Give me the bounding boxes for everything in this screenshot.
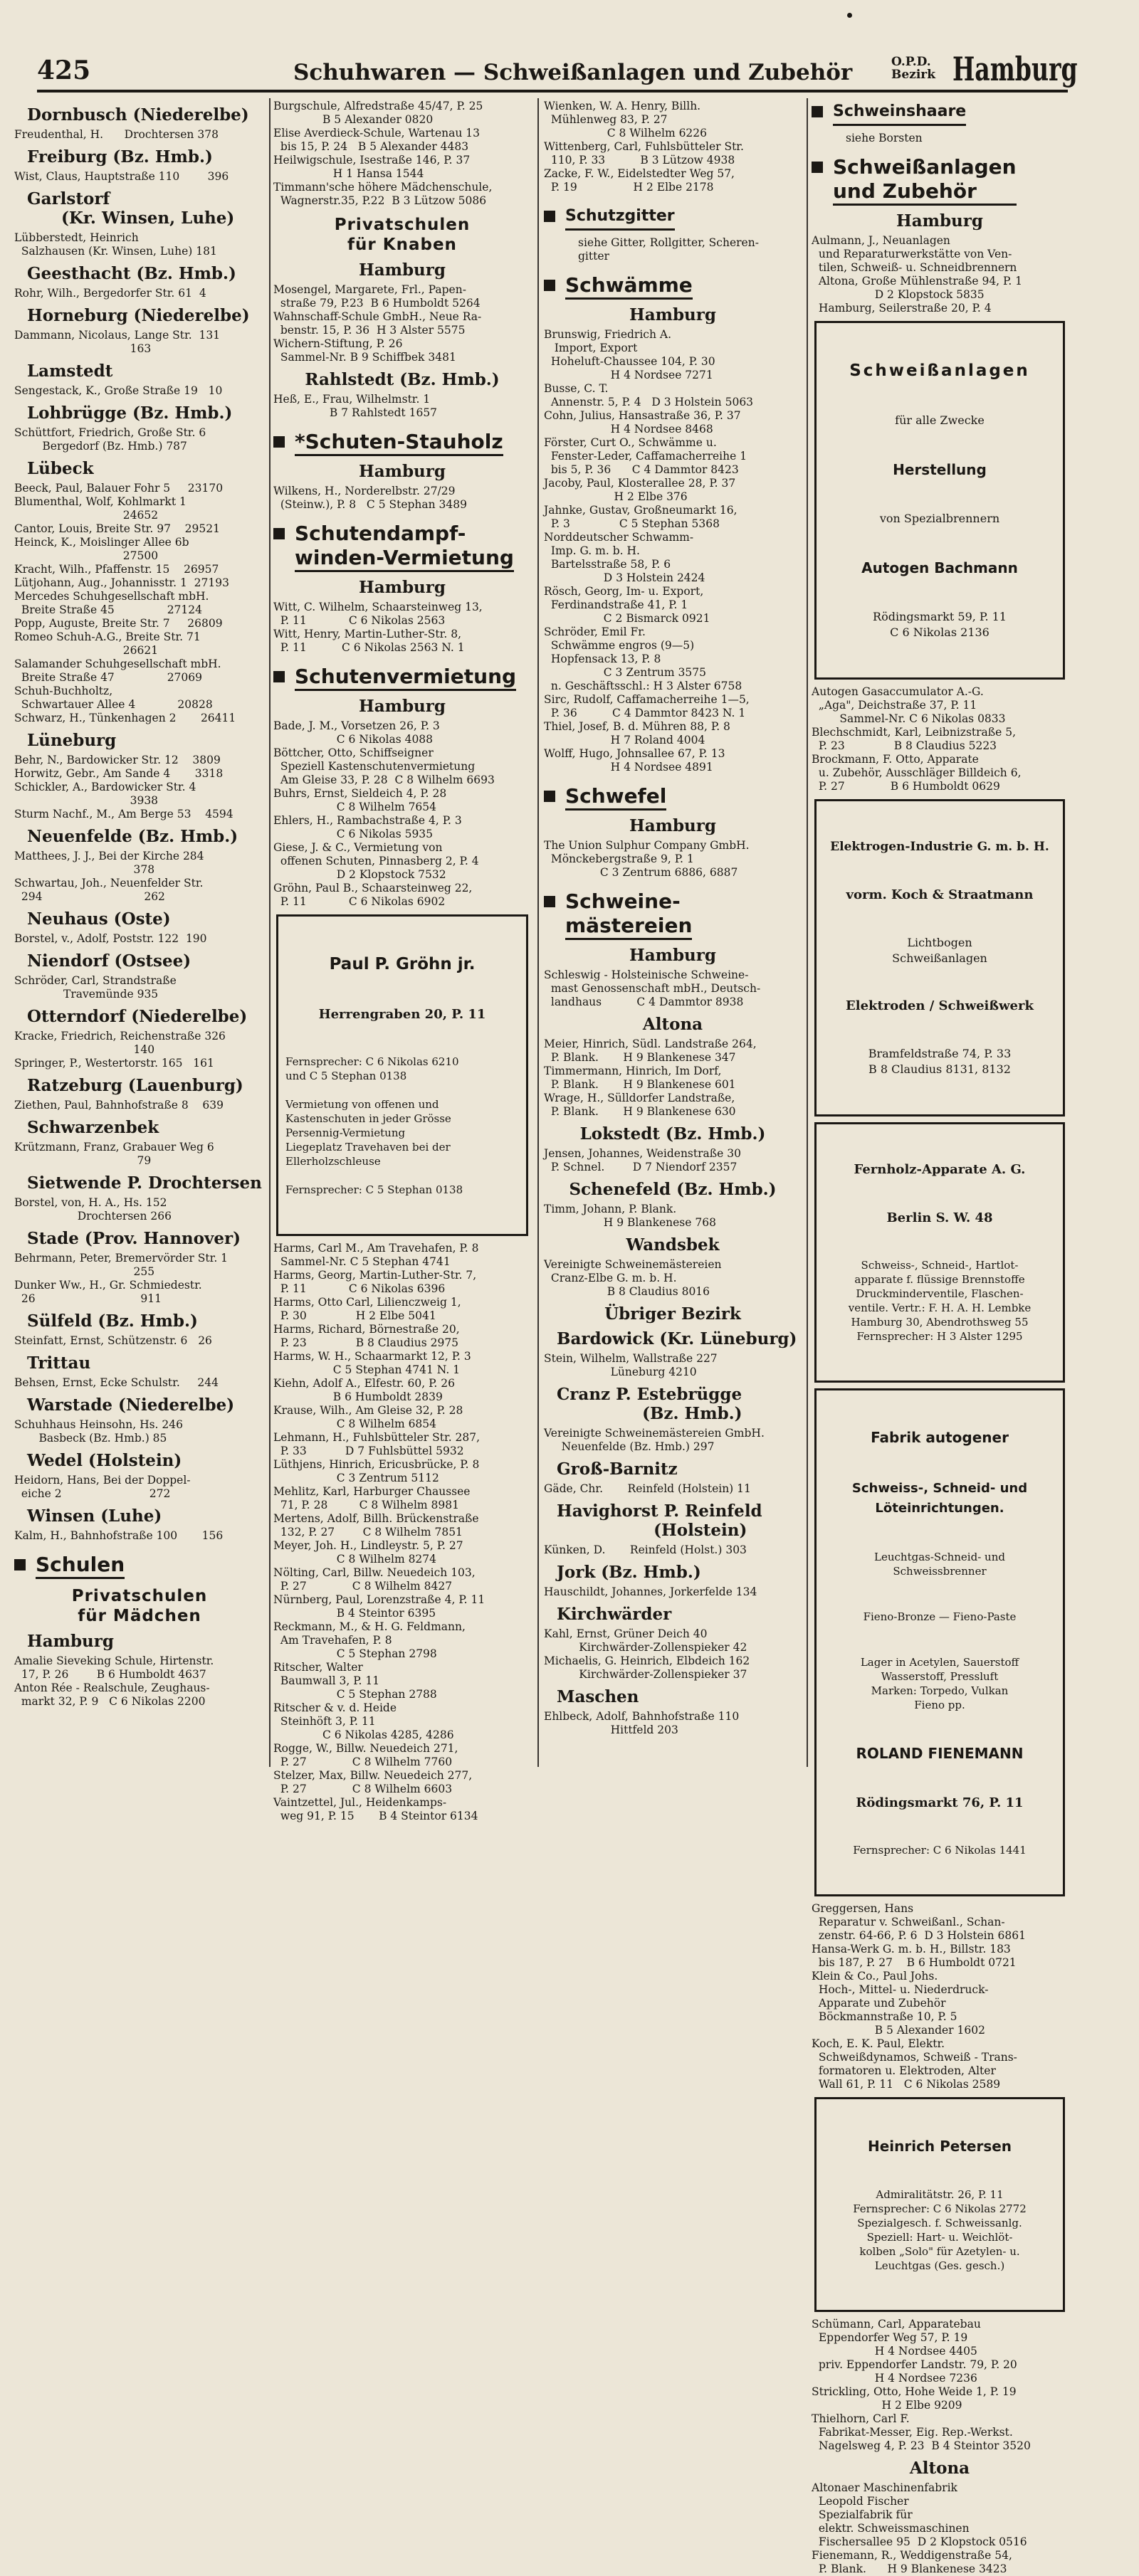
ad-line: vorm. Koch & Straatmann (846, 887, 1034, 902)
directory-entry: Dammann, Nicolaus, Lange Str. 131 163 (14, 329, 221, 355)
place-heading: Hamburg (27, 1632, 114, 1651)
header-city: Hamburg (952, 50, 1078, 88)
directory-entry: Borstel, v., Adolf, Poststr. 122 190 (14, 932, 207, 945)
ad-title: Heinrich Petersen (867, 2138, 1012, 2155)
section-heading-text: Schwefel (565, 784, 666, 811)
place-heading: Bardowick (Kr. Lüneburg) (557, 1329, 797, 1348)
directory-entry: Kahl, Ernst, Grüner Deich 40 Kirchwärder-Zollenspieker 42 Michaelis, G. Heinrich, Elbdeich 162 Kirchwärder-Zollenspieker 37 (544, 1627, 750, 1681)
directory-entry: Kracke, Friedrich, Reichenstraße 326 140 Springer, P., Westertorstr. 165 161 (14, 1030, 226, 1070)
ad-line: von Spezialbrennern (879, 512, 1000, 525)
ad-line: Fieno-Bronze — Fieno-Paste (863, 1610, 1017, 1623)
ad-line: Leuchtgas-Schneid- und Schweissbrenner (874, 1551, 1005, 1578)
section-heading (273, 430, 531, 456)
listing-block (544, 100, 802, 194)
place-heading: Warstade (Niederelbe) (27, 1395, 235, 1415)
see-reference: siehe Gitter, Rollgitter, Scheren- gitter (578, 236, 759, 263)
column-divider (807, 98, 808, 1767)
column-divider (537, 98, 539, 1767)
place-heading: Hamburg (629, 305, 716, 324)
place-heading: Freiburg (Bz. Hmb.) (27, 147, 213, 167)
place-heading: Lohbrügge (Bz. Hmb.) (27, 403, 233, 423)
directory-entry: Amalie Sieveking Schule, Hirtenstr. 17, P. 26 B 6 Humboldt 4637 Anton Rée - Realschule, Zeughaus- markt 32, P. 9 C 6 Nikolas 2200 (14, 1654, 214, 1708)
place-heading: Hamburg (359, 462, 446, 481)
page-title: Schuhwaren — Schweißanlagen und Zubehör (293, 60, 853, 85)
see-reference: siehe Borsten (846, 132, 923, 144)
place-heading: Hamburg (359, 697, 446, 716)
advertisement-box (276, 914, 528, 1236)
advertisement-box (814, 2097, 1065, 2312)
place-heading: Sülfeld (Bz. Hmb.) (27, 1311, 198, 1331)
place-heading: Havighorst P. Reinfeld (Holstein) (557, 1501, 762, 1540)
directory-entry: Greggersen, Hans Reparatur v. Schweißanl., Schan- zenstr. 64-66, P. 6 D 3 Holstein 6861 Hansa-Werk G. m. b. H., Billstr. 183 bis 187, P. 27 B 6 Humboldt 0721 Klein & Co., Paul Johs. Hoch-, Mittel- u. Niederdruck- Apparate und Zubehör Böckmannstraße 10, P. 5 B 5 Alexander 1602 Koch, E. K. Paul, Elektr. Schweißdynamos, Schweiß - Trans- formatoren u. Elektroden, Alter Wall 61, P. 11 C 6 Nikolas 2589 (812, 1902, 1026, 2091)
listing-block (812, 211, 1068, 315)
section-heading-text: Schwämme (565, 273, 693, 300)
subsection-heading: Privatschulen für Knaben (334, 216, 471, 254)
place-heading: Lüneburg (27, 731, 117, 750)
place-heading: Maschen (557, 1687, 639, 1706)
ad-title: Elektrogen-Industrie G. m. b. H. (830, 840, 1049, 854)
directory-entry: Freudenthal, H. Drochtersen 378 (14, 128, 219, 141)
directory-entry: Wist, Claus, Hauptstraße 110 396 (14, 170, 229, 183)
section-square-icon (544, 280, 555, 291)
listing-block (273, 578, 531, 655)
ad-body: Lager in Acetylen, Sauerstoff Wasserstoff, Pressluft Marken: Torpedo, Vulkan Fieno pp. (860, 1656, 1019, 1711)
directory-entry: Aulmann, J., Neuanlagen und Reparaturwerkstätte von Ven- tilen, Schweiß- u. Schneidbrennern Altona, Große Mühlenstraße 94, P. 1 D 2 Klopstock 5835 Hamburg, Seilerstraße 20, P. 4 (812, 234, 1023, 315)
section-heading (273, 522, 531, 572)
section-square-icon (273, 528, 285, 539)
section-square-icon (273, 436, 285, 448)
directory-entry: Krützmann, Franz, Grabauer Weg 6 79 (14, 1141, 214, 1167)
listing-block (14, 105, 265, 1543)
listing-block (544, 305, 802, 774)
section-heading-text: Schweinshaare (833, 100, 966, 126)
section-heading (273, 665, 531, 691)
ad-title: Fabrik autogener (871, 1429, 1009, 1446)
listing-block (544, 946, 802, 1737)
section-square-icon (273, 671, 285, 682)
column-divider (269, 98, 271, 1767)
place-heading: Geesthacht (Bz. Hmb.) (27, 264, 236, 283)
section-square-icon (812, 106, 823, 117)
place-heading: Neuhaus (Oste) (27, 909, 171, 929)
bezirk-label: O.P.D. Bezirk (891, 55, 936, 82)
ad-company: ROLAND FIENEMANN (856, 1745, 1024, 1762)
directory-entry: The Union Sulphur Company GmbH. Mönckebergstraße 9, P. 1 C 3 Zentrum 6886, 6887 (544, 839, 750, 879)
place-heading: Cranz P. Estebrügge (Bz. Hmb.) (557, 1385, 742, 1423)
directory-entry: Schüttfort, Friedrich, Große Str. 6 Bergedorf (Bz. Hmb.) 787 (14, 426, 206, 453)
place-heading: Winsen (Luhe) (27, 1506, 162, 1526)
directory-entry: Kalm, H., Bahnhofstraße 100 156 (14, 1529, 224, 1542)
place-heading: Groß-Barnitz (557, 1459, 678, 1479)
place-heading: Garlstorf (Kr. Winsen, Luhe) (27, 189, 235, 228)
section-heading (544, 784, 802, 811)
section-heading-text: Schutendampf- winden-Vermietung (295, 522, 514, 572)
directory-entry: Bade, J. M., Vorsetzen 26, P. 3 C 6 Nikolas 4088 Böttcher, Otto, Schiffseigner Speziell Kastenschutenvermietung Am Gleise 33, P. 28 C 8 Wilhelm 6693 Buhrs, Ernst, Sieldeich 4, P. 28 C 8 Wilhelm 7654 Ehlers, H., Rambachstraße 4, P. 3 C 6 Nikolas 5935 Giese, J. & C., Vermietung von offenen Schuten, Pinnasberg 2, P. 4 D 2 Klopstock 7532 Gröhn, Paul B., Schaarsteinweg 22, P. 11 C 6 Nikolas 6902 (273, 719, 495, 908)
advertisement-box (814, 1122, 1065, 1383)
directory-entry: Heidorn, Hans, Bei der Doppel- eiche 2 272 (14, 1474, 191, 1500)
directory-entry: Künken, D. Reinfeld (Holst.) 303 (544, 1543, 747, 1556)
directory-entry: Timm, Johann, P. Blank. H 9 Blankenese 768 (544, 1203, 716, 1229)
directory-entry: Gäde, Chr. Reinfeld (Holstein) 11 (544, 1482, 751, 1495)
place-heading: Neuenfelde (Bz. Hmb.) (27, 827, 238, 846)
section-heading (812, 100, 1068, 126)
listing-block (273, 100, 531, 208)
column-1 (14, 100, 265, 1768)
ad-phone: Fernsprecher: C 6 Nikolas 1441 (853, 1844, 1027, 1857)
directory-entry: Schuhhaus Heinsohn, Hs. 246 Basbeck (Bz. Hmb.) 85 (14, 1418, 183, 1445)
directory-entry: Steinfatt, Ernst, Schützenstr. 6 26 (14, 1334, 212, 1347)
place-heading: Jork (Bz. Hmb.) (557, 1563, 701, 1582)
listing-block (273, 697, 531, 909)
place-heading: Hamburg (629, 946, 716, 965)
place-heading: Wedel (Holstein) (27, 1451, 182, 1470)
place-heading: Hamburg (359, 578, 446, 597)
directory-entry: Mosengel, Margarete, Frl., Papen- straße 79, P.23 B 6 Humboldt 5264 Wahnschaff-Schule GmbH., Neue Ra- benstr. 15, P. 36 H 3 Alster 5575 Wichern-Stiftung, P. 26 Sammel-Nr. B 9 Schiffbek 3481 (273, 283, 482, 364)
directory-entry: Wilkens, H., Norderelbstr. 27/29 (Steinw.), P. 8 C 5 Stephan 3489 (273, 485, 468, 511)
section-heading-text: *Schuten-Stauholz (295, 430, 503, 456)
directory-entry: Ehlbeck, Adolf, Bahnhofstraße 110 Hittfeld 203 (544, 1710, 740, 1736)
directory-entry: Jensen, Johannes, Weidenstraße 30 P. Schnel. D 7 Niendorf 2357 (544, 1147, 741, 1173)
section-heading (544, 204, 802, 231)
ad-body: Schweiss-, Schneid-, Hartlot- apparate f. flüssige Brennstoffe Druckminderventile, Flaschen- ventile. Vertr.: F. H. A. H. Lembke Hamburg 30, Abendrothsweg 55 Fernsprecher: H 3 Alster 1295 (848, 1259, 1032, 1343)
directory-entry: Schümann, Carl, Apparatebau Eppendorfer Weg 57, P. 19 H 4 Nordsee 4405 priv. Eppendorfer Landstr. 79, P. 20 H 4 Nordsee 7236 Strickling, Otto, Hohe Weide 1, P. 19 H 2 Elbe 9209 Thielhorn, Carl F. Fabrikat-Messer, Eig. Rep.-Werkst. Nagelsweg 4, P. 23 B 4 Steintor 3520 (812, 2318, 1031, 2452)
place-heading: Schenefeld (Bz. Hmb.) (569, 1180, 777, 1199)
place-heading: Horneburg (Niederelbe) (27, 306, 250, 325)
place-heading: Ratzeburg (Lauenburg) (27, 1076, 243, 1095)
section-heading-text: Schweine- mästereien (565, 890, 692, 940)
place-heading: Rahlstedt (Bz. Hmb.) (305, 370, 500, 389)
place-heading: Altona (909, 2459, 970, 2478)
ad-line: Schweiss-, Schneid- und Löteinrichtungen. (851, 1481, 1028, 1516)
directory-entry: Vereinigte Schweinemästereien GmbH. Neuenfelde (Bz. Hmb.) 297 (544, 1427, 765, 1453)
directory-entry: Autogen Gasaccumulator A.-G. „Aga", Deichstraße 37, P. 11 Sammel-Nr. C 6 Nikolas 0833 Blechschmidt, Karl, Leibnizstraße 5, P. 23 B 8 Claudius 5223 Brockmann, F. Otto, Apparate u. Zubehör, Ausschläger Billdeich 6, P. 27 B 6 Humboldt 0629 (812, 685, 1022, 793)
ad-title: Paul P. Gröhn jr. (329, 955, 476, 973)
ad-line: Herstellung (893, 461, 987, 478)
listing-block (812, 2318, 1068, 2576)
directory-entry: Behsen, Ernst, Ecke Schulstr. 244 (14, 1376, 219, 1389)
ad-body: Fernsprecher: C 6 Nikolas 6210 und C 5 Stephan 0138 Vermietung von offenen und Kastenschuten in jeder Grösse Persennig-Vermietung Liegeplatz Travehaven bei der Ellerholzschleuse Fernsprecher: C 5 Stephan 0138 (285, 1055, 463, 1196)
ad-line: Berlin S. W. 48 (886, 1210, 993, 1225)
ad-address: Rödingsmarkt 76, P. 11 (856, 1795, 1024, 1810)
directory-entry: Wienken, W. A. Henry, Billh. Mühlenweg 83, P. 27 C 8 Wilhelm 6226 Wittenberg, Carl, Fuhlsbütteler Str. 110, P. 33 B 3 Lützow 4938 Zacke, F. W., Eidelstedter Weg 57, P. 19 H 2 Elbe 2178 (544, 100, 744, 194)
directory-entry: Altonaer Maschinenfabrik Leopold Fischer Spezialfabrik für elektr. Schweissmaschinen Fischersallee 95 D 2 Klopstock 0516 Fienemann, R., Weddigenstraße 54, P. Blank. H 9 Blankenese 3423 (812, 2481, 1027, 2575)
section-square-icon (14, 1559, 26, 1571)
section-square-icon (544, 791, 555, 802)
directory-entry: Meier, Hinrich, Südl. Landstraße 264, P. Blank. H 9 Blankenese 347 Timmermann, Hinrich, Im Dorf, P. Blank. H 9 Blankenese 601 Wrage, H., Sülldorfer Landstraße, P. Blank. H 9 Blankenese 630 (544, 1038, 757, 1118)
directory-entry: Vereinigte Schweinemästereien Cranz-Elbe G. m. b. H. B 8 Claudius 8016 (544, 1258, 722, 1298)
section-square-icon (544, 896, 555, 907)
directory-entry: Schröder, Carl, Strandstraße Travemünde 935 (14, 974, 177, 1001)
section-heading (14, 1553, 265, 1579)
ad-address: Bramfeldstraße 74, P. 33 B 8 Claudius 8131, 8132 (868, 1047, 1012, 1076)
ad-line: Elektroden / Schweißwerk (846, 998, 1034, 1013)
ad-address: Rödingsmarkt 59, P. 11 C 6 Nikolas 2136 (873, 610, 1007, 639)
directory-entry: Lübberstedt, Heinrich Salzhausen (Kr. Winsen, Luhe) 181 (14, 231, 217, 258)
place-heading: Kirchwärder (557, 1605, 672, 1624)
place-heading: Wandsbek (626, 1235, 720, 1255)
directory-entry: Ziethen, Paul, Bahnhofstraße 8 639 (14, 1099, 224, 1112)
ad-body: Admiralitätstr. 26, P. 11 Fernsprecher: C 6 Nikolas 2772 Spezialgesch. f. Schweissanlg. Speziell: Hart- u. Weichlöt- kolben „Solo" für Azetylen- u. Leuchtgas (Ges. gesch.) (853, 2188, 1027, 2272)
place-heading: Altona (642, 1015, 703, 1034)
column-2 (273, 100, 531, 1822)
section-heading (544, 273, 802, 300)
subsection-heading: Privatschulen für Mädchen (71, 1587, 208, 1625)
section-square-icon (544, 211, 555, 222)
page-number: 425 (37, 56, 91, 85)
directory-entry: Stein, Wilhelm, Wallstraße 227 Lüneburg 4210 (544, 1352, 718, 1378)
directory-entry: Behr, N., Bardowicker Str. 12 3809 Horwitz, Gebr., Am Sande 4 3318 Schickler, A., Bardowicker Str. 4 3938 Sturm Nachf., M., Am Berge 53 4594 (14, 754, 233, 820)
section-heading-text: Schutenvermietung (295, 665, 516, 691)
place-heading: Niendorf (Ostsee) (27, 951, 191, 971)
advertisement-box (814, 799, 1065, 1117)
listing-block (544, 816, 802, 880)
place-heading: Trittau (27, 1353, 91, 1373)
column-3 (544, 100, 802, 1768)
place-heading: Stade (Prov. Hannover) (27, 1229, 241, 1248)
place-heading: Übriger Bezirk (604, 1304, 741, 1324)
place-heading: Dornbusch (Niederelbe) (27, 105, 249, 125)
ad-company: Autogen Bachmann (861, 559, 1018, 576)
place-heading: Lamstedt (27, 361, 113, 381)
listing-block (273, 260, 531, 420)
listing-block (14, 1632, 265, 1709)
advertisement-box (814, 1388, 1065, 1896)
place-heading: Otterndorf (Niederelbe) (27, 1007, 248, 1026)
ink-dot (847, 13, 852, 18)
place-heading: Sietwende P. Drochtersen (27, 1173, 262, 1193)
section-heading-text: Schutzgitter (565, 204, 675, 231)
place-heading: Schwarzenbek (27, 1118, 159, 1137)
place-heading: Hamburg (896, 211, 983, 231)
section-square-icon (812, 162, 823, 173)
directory-entry: Schleswig - Holsteinische Schweine- mast Genossenschaft mbH., Deutsch- landhaus C 4 Dammtor 8938 (544, 968, 761, 1008)
directory-entry: Beeck, Paul, Balauer Fohr 5 23170 Blumenthal, Wolf, Kohlmarkt 1 24652 Cantor, Louis, Breite Str. 97 29521 Heinck, K., Moislinger Allee 6b 27500 Kracht, Wilh., Pfaffenstr. 15 26957 Lütjohann, Aug., Johannisstr. 1 27193 Mercedes Schuhgesellschaft mbH. Breite Straße 45 27124 Popp, Auguste, Breite Str. 7 26809 Romeo Schuh-A.G., Breite Str. 71 26621 Salamander Schuhgesellschaft mbH. Breite Straße 47 27069 Schuh-Buchholtz, Schwartauer Allee 4 20828 Schwarz, H., Tünkenhagen 2 26411 (14, 482, 236, 724)
ad-title: Schweißanlagen (849, 361, 1030, 380)
ad-line: für alle Zwecke (895, 413, 985, 427)
ad-address: Herrengraben 20, P. 11 (318, 1007, 486, 1022)
page-header (37, 50, 1078, 95)
directory-entry: Hauschildt, Johannes, Jorkerfelde 134 (544, 1585, 757, 1598)
directory-entry: Harms, Carl M., Am Travehafen, P. 8 Sammel-Nr. C 5 Stephan 4741 Harms, Georg, Martin-Luther-Str. 7, P. 11 C 6 Nikolas 6396 Harms, Otto Carl, Lilienczweig 1, P. 30 H 2 Elbe 5041 Harms, Richard, Börnestraße 20, P. 23 B 8 Claudius 2975 Harms, W. H., Schaarmarkt 12, P. 3 C 5 Stephan 4741 N. 1 Kiehn, Adolf A., Elfestr. 60, P. 26 B 6 Humboldt 2839 Krause, Wilh., Am Gleise 32, P. 28 C 8 Wilhelm 6854 Lehmann, H., Fuhlsbütteler Str. 287, P. 33 D 7 Fuhlsbüttel 5932 Lüthjens, Hinrich, Ericusbrücke, P. 8 C 3 Zentrum 5112 Mehlitz, Karl, Harburger Chaussee 71, P. 28 C 8 Wilhelm 8981 Mertens, Adolf, Billh. Brückenstraße 132, P. 27 C 8 Wilhelm 7851 Meyer, Joh. H., Lindleystr. 5, P. 27 C 8 Wilhelm 8274 Nölting, Carl, Billw. Neuedeich 103, P. 27 C 8 Wilhelm 8427 Nürnberg, Paul, Lorenzstraße 4, P. 11 B 4 Steintor 6395 Reckmann, M., & H. G. Feldmann, Am Travehafen, P. 8 C 5 Stephan 2798 Ritscher, Walter Baumwall 3, P. 11 C 5 Stephan 2788 Ritscher & v. d. Heide Steinhöft 3, P. 11 C 6 Nikolas 4285, 4286 Rogge, W., Billw. Neuedeich 271, P. 27 C 8 Wilhelm 7760 Stelzer, Max, Billw. Neuedeich 277, P. 27 C 8 Wilhelm 6603 Vaintzettel, Jul., Heidenkamps- weg 91, P. 15 B 4 Steintor 6134 (273, 1242, 485, 1822)
section-heading (544, 890, 802, 940)
column-4 (812, 100, 1068, 2575)
advertisement-box (814, 321, 1065, 680)
directory-entry: Witt, C. Wilhelm, Schaarsteinweg 13, P. 11 C 6 Nikolas 2563 Witt, Henry, Martin-Luther-Str. 8, P. 11 C 6 Nikolas 2563 N. 1 (273, 601, 483, 654)
place-heading: Lübeck (27, 459, 94, 478)
directory-entry: Heß, E., Frau, Wilhelmstr. 1 B 7 Rahlstedt 1657 (273, 393, 438, 419)
listing-block (273, 462, 531, 512)
directory-entry: Brunswig, Friedrich A. Import, Export Hoheluft-Chaussee 104, P. 30 H 4 Nordsee 7271 Busse, C. T. Annenstr. 5, P. 4 D 3 Holstein 5063 Cohn, Julius, Hansastraße 36, P. 37 H 4 Nordsee 8468 Förster, Curt O., Schwämme u. Fenster-Leder, Caffamacherreihe 1 bis 5, P. 36 C 4 Dammtor 8423 Jacoby, Paul, Klosterallee 28, P. 37 H 2 Elbe 376 Jahnke, Gustav, Großneumarkt 16, P. 3 C 5 Stephan 5368 Norddeutscher Schwamm- Imp. G. m. b. H. Bartelsstraße 58, P. 6 D 3 Holstein 2424 Rösch, Georg, Im- u. Export, Ferdinandstraße 41, P. 1 C 2 Bismarck 0921 Schröder, Emil Fr. Schwämme engros (9—5) Hopfensack 13, P. 8 C 3 Zentrum 3575 n. Geschäftsschl.: H 3 Alster 6758 Sirc, Rudolf, Caffamacherreihe 1—5, P. 36 C 4 Dammtor 8423 N. 1 Thiel, Josef, B. d. Mühren 88, P. 8 H 7 Roland 4004 Wolff, Hugo, Johnsallee 67, P. 13 H 4 Nordsee 4891 (544, 328, 754, 774)
place-heading: Hamburg (629, 816, 716, 835)
place-heading: Hamburg (359, 260, 446, 280)
directory-entry: Sengestack, K., Große Straße 19 10 (14, 384, 223, 397)
listing-block (812, 685, 1068, 793)
listing-block (812, 1902, 1068, 2091)
section-heading-text: Schulen (36, 1553, 125, 1579)
header-rule (37, 90, 1068, 93)
directory-entry: Matthees, J. J., Bei der Kirche 284 378 Schwartau, Joh., Neuenfelder Str. 294 262 (14, 850, 204, 903)
ad-line: Lichtbogen Schweißanlagen (892, 936, 987, 965)
section-heading (812, 155, 1068, 206)
listing-block (273, 1242, 531, 1823)
directory-entry: Behrmann, Peter, Bremervörder Str. 1 255 Dunker Ww., H., Gr. Schmiedestr. 26 911 (14, 1252, 229, 1305)
directory-entry: Burgschule, Alfredstraße 45/47, P. 25 B 5 Alexander 0820 Elise Averdieck-Schule, Wartenau 13 bis 15, P. 24 B 5 Alexander 4483 Heilwigschule, Isestraße 146, P. 37 H 1 Hansa 1544 Timmann'sche höhere Mädchenschule, Wagnerstr.35, P.22 B 3 Lützow 5086 (273, 100, 493, 207)
ad-title: Fernholz-Apparate A. G. (854, 1162, 1026, 1177)
place-heading: Lokstedt (Bz. Hmb.) (579, 1124, 766, 1144)
directory-entry: Rohr, Wilh., Bergedorfer Str. 61 4 (14, 287, 206, 300)
section-heading-text: Schweißanlagen und Zubehör (833, 155, 1017, 206)
directory-entry: Borstel, von, H. A., Hs. 152 Drochtersen 266 (14, 1196, 172, 1223)
